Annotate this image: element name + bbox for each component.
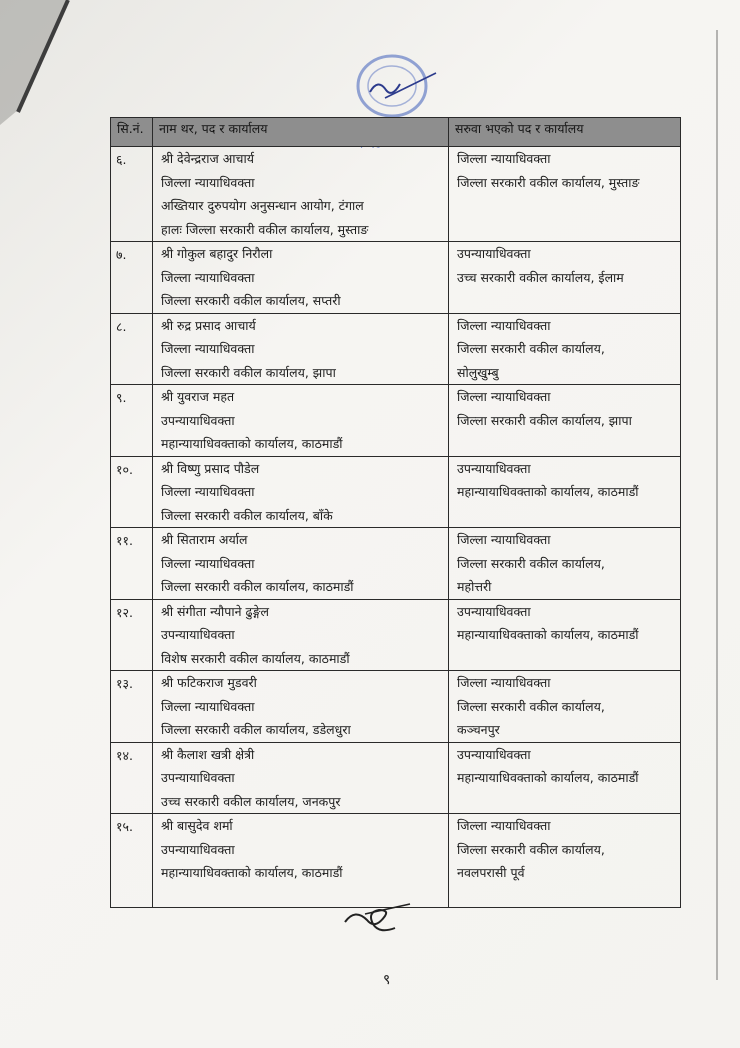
- serial-number-cell: ७.: [111, 242, 153, 314]
- name-post-office-cell: [153, 313, 449, 385]
- table-row: [111, 385, 681, 457]
- serial-number-cell: ११.: [111, 528, 153, 600]
- employee-office: महान्यायाधिवक्ताको कार्यालय, काठमाडौं: [161, 865, 343, 880]
- transferred-office: जिल्ला सरकारी वकील कार्यालय,: [457, 698, 605, 714]
- transferred-post: जिल्ला न्यायाधिवक्ता: [457, 151, 551, 166]
- transferred-post-office-cell: [449, 742, 681, 814]
- employee-name: श्री बासुदेव शर्मा: [161, 818, 233, 833]
- transferred-office: नवलपरासी पूर्व: [457, 865, 525, 880]
- employee-name: श्री युवराज महत: [161, 389, 235, 404]
- serial-number-cell: १२.: [111, 599, 153, 671]
- transferred-post-office-cell: [449, 147, 681, 242]
- header-serial-number: सि.नं.: [111, 118, 153, 147]
- transferred-post-office-cell: [449, 528, 681, 600]
- employee-office: विशेष सरकारी वकील कार्यालय, काठमाडौं: [161, 650, 350, 666]
- transferred-post: जिल्ला न्यायाधिवक्ता: [457, 317, 551, 333]
- table-row: [111, 814, 681, 908]
- transferred-post: उपन्यायाधिवक्ता: [457, 746, 531, 762]
- transferred-office: जिल्ला सरकारी वकील कार्यालय, झापा: [457, 412, 632, 428]
- transferred-office: महान्यायाधिवक्ताको कार्यालय, काठमाडौं: [457, 627, 639, 642]
- transferred-office: महोत्तरी: [457, 579, 492, 594]
- employee-post: उपन्यायाधिवक्ता: [161, 841, 235, 857]
- header-name-post-office: नाम थर, पद र कार्यालय: [153, 118, 449, 147]
- table-row: [111, 313, 681, 385]
- table-row: [111, 456, 681, 528]
- transferred-post: जिल्ला न्यायाधिवक्ता: [457, 389, 551, 404]
- employee-office: महान्यायाधिवक्ताको कार्यालय, काठमाडौं: [161, 436, 343, 451]
- name-post-office-cell: [153, 242, 449, 314]
- employee-office: जिल्ला सरकारी वकील कार्यालय, झापा: [161, 364, 336, 380]
- transferred-post-office-cell: [449, 242, 681, 314]
- transferred-post-office-cell: [449, 814, 681, 908]
- transferred-post: जिल्ला न्यायाधिवक्ता: [457, 532, 551, 547]
- table-row: [111, 599, 681, 671]
- employee-name: श्री रुद्र प्रसाद आचार्य: [161, 317, 256, 333]
- page-number: ९: [383, 972, 391, 988]
- table-row: [111, 242, 681, 314]
- page-edge-shadow: [716, 30, 718, 980]
- table-row: [111, 528, 681, 600]
- table-row: [111, 147, 681, 242]
- name-post-office-cell: [153, 147, 449, 242]
- table-row: [111, 671, 681, 743]
- employee-name: श्री फटिकराज मुडवरी: [161, 675, 257, 690]
- employee-office: जिल्ला सरकारी वकील कार्यालय, सप्तरी: [161, 293, 341, 308]
- table-body: [111, 147, 681, 908]
- employee-name: श्री देवेन्द्रराज आचार्य: [161, 151, 254, 166]
- transferred-post-office-cell: [449, 599, 681, 671]
- transferred-office: महान्यायाधिवक्ताको कार्यालय, काठमाडौं: [457, 770, 639, 785]
- employee-office: जिल्ला सरकारी वकील कार्यालय, बाँके: [161, 507, 333, 523]
- employee-post: जिल्ला न्यायाधिवक्ता: [161, 555, 255, 571]
- transferred-post-office-cell: [449, 456, 681, 528]
- transferred-post: जिल्ला न्यायाधिवक्ता: [457, 675, 551, 690]
- table-row: [111, 742, 681, 814]
- employee-post: जिल्ला न्यायाधिवक्ता: [161, 341, 255, 356]
- name-post-office-cell: [153, 456, 449, 528]
- employee-office: अख्तियार दुरुपयोग अनुसन्धान आयोग, टंगाल: [161, 198, 364, 213]
- employee-post: उपन्यायाधिवक्ता: [161, 627, 235, 642]
- serial-number-cell: १०.: [111, 456, 153, 528]
- employee-post: जिल्ला न्यायाधिवक्ता: [161, 484, 255, 499]
- name-post-office-cell: [153, 599, 449, 671]
- name-post-office-cell: [153, 814, 449, 908]
- transferred-office: जिल्ला सरकारी वकील कार्यालय,: [457, 555, 605, 571]
- page-corner-fold: [0, 0, 90, 130]
- signature: [335, 902, 415, 942]
- transferred-office: कञ्चनपुर: [457, 722, 500, 737]
- transferred-post: जिल्ला न्यायाधिवक्ता: [457, 818, 551, 833]
- employee-post: जिल्ला न्यायाधिवक्ता: [161, 174, 255, 190]
- transferred-post: उपन्यायाधिवक्ता: [457, 246, 531, 261]
- table-header-row: [111, 118, 681, 147]
- employee-post: जिल्ला न्यायाधिवक्ता: [161, 698, 255, 714]
- serial-number-cell: ६.: [111, 147, 153, 242]
- transferred-office: जिल्ला सरकारी वकील कार्यालय,: [457, 841, 605, 857]
- transfer-table: [110, 117, 681, 908]
- transferred-office: जिल्ला सरकारी वकील कार्यालय,: [457, 341, 605, 356]
- employee-post: जिल्ला न्यायाधिवक्ता: [161, 269, 255, 285]
- transferred-post: उपन्यायाधिवक्ता: [457, 460, 531, 476]
- employee-name: श्री संगीता न्यौपाने ढुङ्गेल: [161, 603, 269, 619]
- employee-office: उच्च सरकारी वकील कार्यालय, जनकपुर: [161, 793, 341, 809]
- transferred-post-office-cell: [449, 313, 681, 385]
- employee-office: जिल्ला सरकारी वकील कार्यालय, काठमाडौं: [161, 579, 354, 594]
- employee-office: जिल्ला सरकारी वकील कार्यालय, डडेलधुरा: [161, 722, 351, 737]
- name-post-office-cell: [153, 385, 449, 457]
- transferred-office: सोलुखुम्बु: [457, 364, 499, 380]
- transferred-post-office-cell: [449, 671, 681, 743]
- serial-number-cell: ८.: [111, 313, 153, 385]
- name-post-office-cell: [153, 671, 449, 743]
- employee-office: हालः जिल्ला सरकारी वकील कार्यालय, मुस्ताङ: [161, 221, 369, 237]
- employee-name: श्री कैलाश खत्री क्षेत्री: [161, 746, 255, 762]
- employee-name: श्री विष्णु प्रसाद पौडेल: [161, 460, 260, 476]
- transferred-post-office-cell: [449, 385, 681, 457]
- transferred-office: महान्यायाधिवक्ताको कार्यालय, काठमाडौं: [457, 484, 639, 499]
- serial-number-cell: १५.: [111, 814, 153, 908]
- employee-post: उपन्यायाधिवक्ता: [161, 770, 235, 785]
- transferred-post: उपन्यायाधिवक्ता: [457, 603, 531, 619]
- serial-number-cell: १४.: [111, 742, 153, 814]
- employee-post: उपन्यायाधिवक्ता: [161, 412, 235, 428]
- header-transferred-post-office: सरुवा भएको पद र कार्यालय: [449, 118, 681, 147]
- serial-number-cell: ९.: [111, 385, 153, 457]
- name-post-office-cell: [153, 742, 449, 814]
- serial-number-cell: १३.: [111, 671, 153, 743]
- transferred-office: जिल्ला सरकारी वकील कार्यालय, मुस्ताङ: [457, 174, 640, 190]
- employee-name: श्री सिताराम अर्याल: [161, 532, 248, 547]
- name-post-office-cell: [153, 528, 449, 600]
- transferred-office: उच्च सरकारी वकील कार्यालय, ईलाम: [457, 269, 624, 285]
- employee-name: श्री गोकुल बहादुर निरौला: [161, 246, 273, 261]
